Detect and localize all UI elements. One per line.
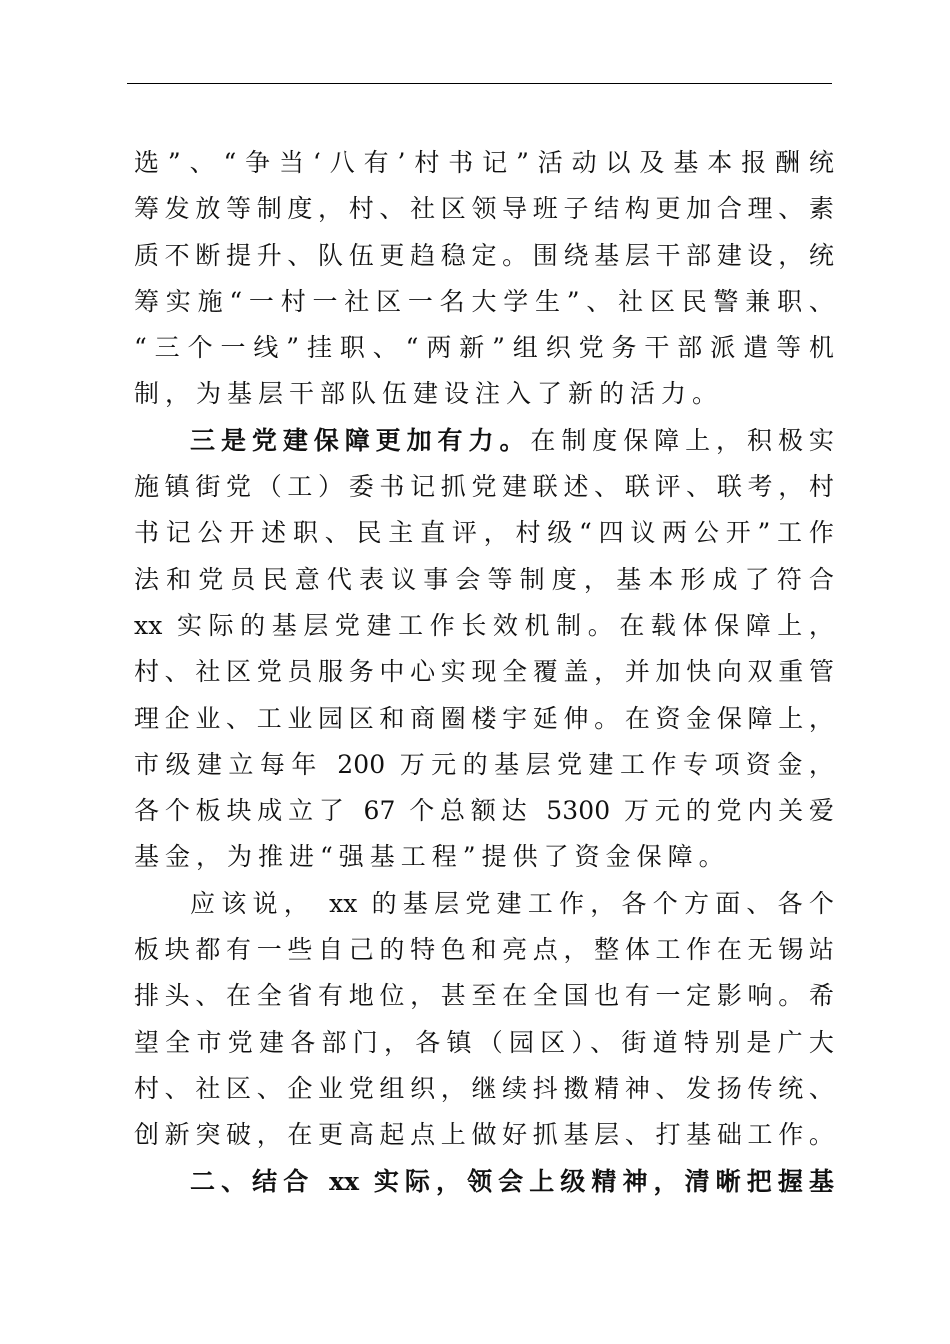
text-line: 各个板块成立了 67 个总额达 5300 万元的党内关爱 (134, 796, 834, 826)
paragraph-start (134, 418, 834, 464)
text-line: 创新突破，在更高起点上做好抓基层、打基础工作。 (134, 1120, 834, 1150)
document-body (134, 140, 834, 1205)
text-line: 法和党员民意代表议事会等制度，基本形成了符合 (134, 564, 834, 594)
section-heading: 二、结合 xx 实际，领会上级精神，清晰把握基 (190, 1166, 834, 1196)
text-line: 望全市党建各部门，各镇（园区）、街道特别是广大 (134, 1027, 834, 1057)
text-line: 基金，为推进“强基工程”提供了资金保障。 (134, 842, 730, 872)
text-line: 理企业、工业园区和商圈楼宇延伸。在资金保障上， (134, 703, 834, 733)
text-line: 筹发放等制度，村、社区领导班子结构更加合理、素 (134, 194, 834, 224)
text-line: 村、社区党员服务中心实现全覆盖，并加快向双重管 (134, 657, 834, 687)
text-line: 施镇街党（工）委书记抓党建联述、联评、联考，村 (134, 472, 834, 502)
text-line: 板块都有一些自己的特色和亮点，整体工作在无锡站 (134, 935, 834, 965)
text-line: 筹实施“一村一社区一名大学生”、社区民警兼职、 (134, 286, 834, 316)
text-line: 质不断提升、队伍更趋稳定。围绕基层干部建设，统 (134, 240, 834, 270)
paragraph-start: 应该说， xx 的基层党建工作，各个方面、各个 (190, 888, 834, 918)
text-line: 市级建立每年 200 万元的基层党建工作专项资金， (134, 749, 834, 779)
text-line: 选”、“争当‘八有’村书记”活动以及基本报酬统 (134, 148, 834, 177)
text-line: 制，为基层干部队伍建设注入了新的活力。 (134, 379, 724, 409)
text-line: 村、社区、企业党组织，继续抖擞精神、发扬传统、 (134, 1073, 834, 1103)
header-rule (127, 83, 832, 84)
lead-phrase: 三是党建保障更加有力。 (190, 425, 531, 455)
text-line: “三个一线”挂职、“两新”组织党务干部派遣等机 (134, 333, 834, 363)
text-line: 排头、在全省有地位，甚至在全国也有一定影响。希 (134, 981, 834, 1011)
text-line: 书记公开述职、民主直评，村级“四议两公开”工作 (134, 518, 834, 548)
text-line: 在制度保障上，积极实 (530, 425, 834, 455)
text-line: xx 实际的基层党建工作长效机制。在载体保障上， (134, 610, 834, 640)
